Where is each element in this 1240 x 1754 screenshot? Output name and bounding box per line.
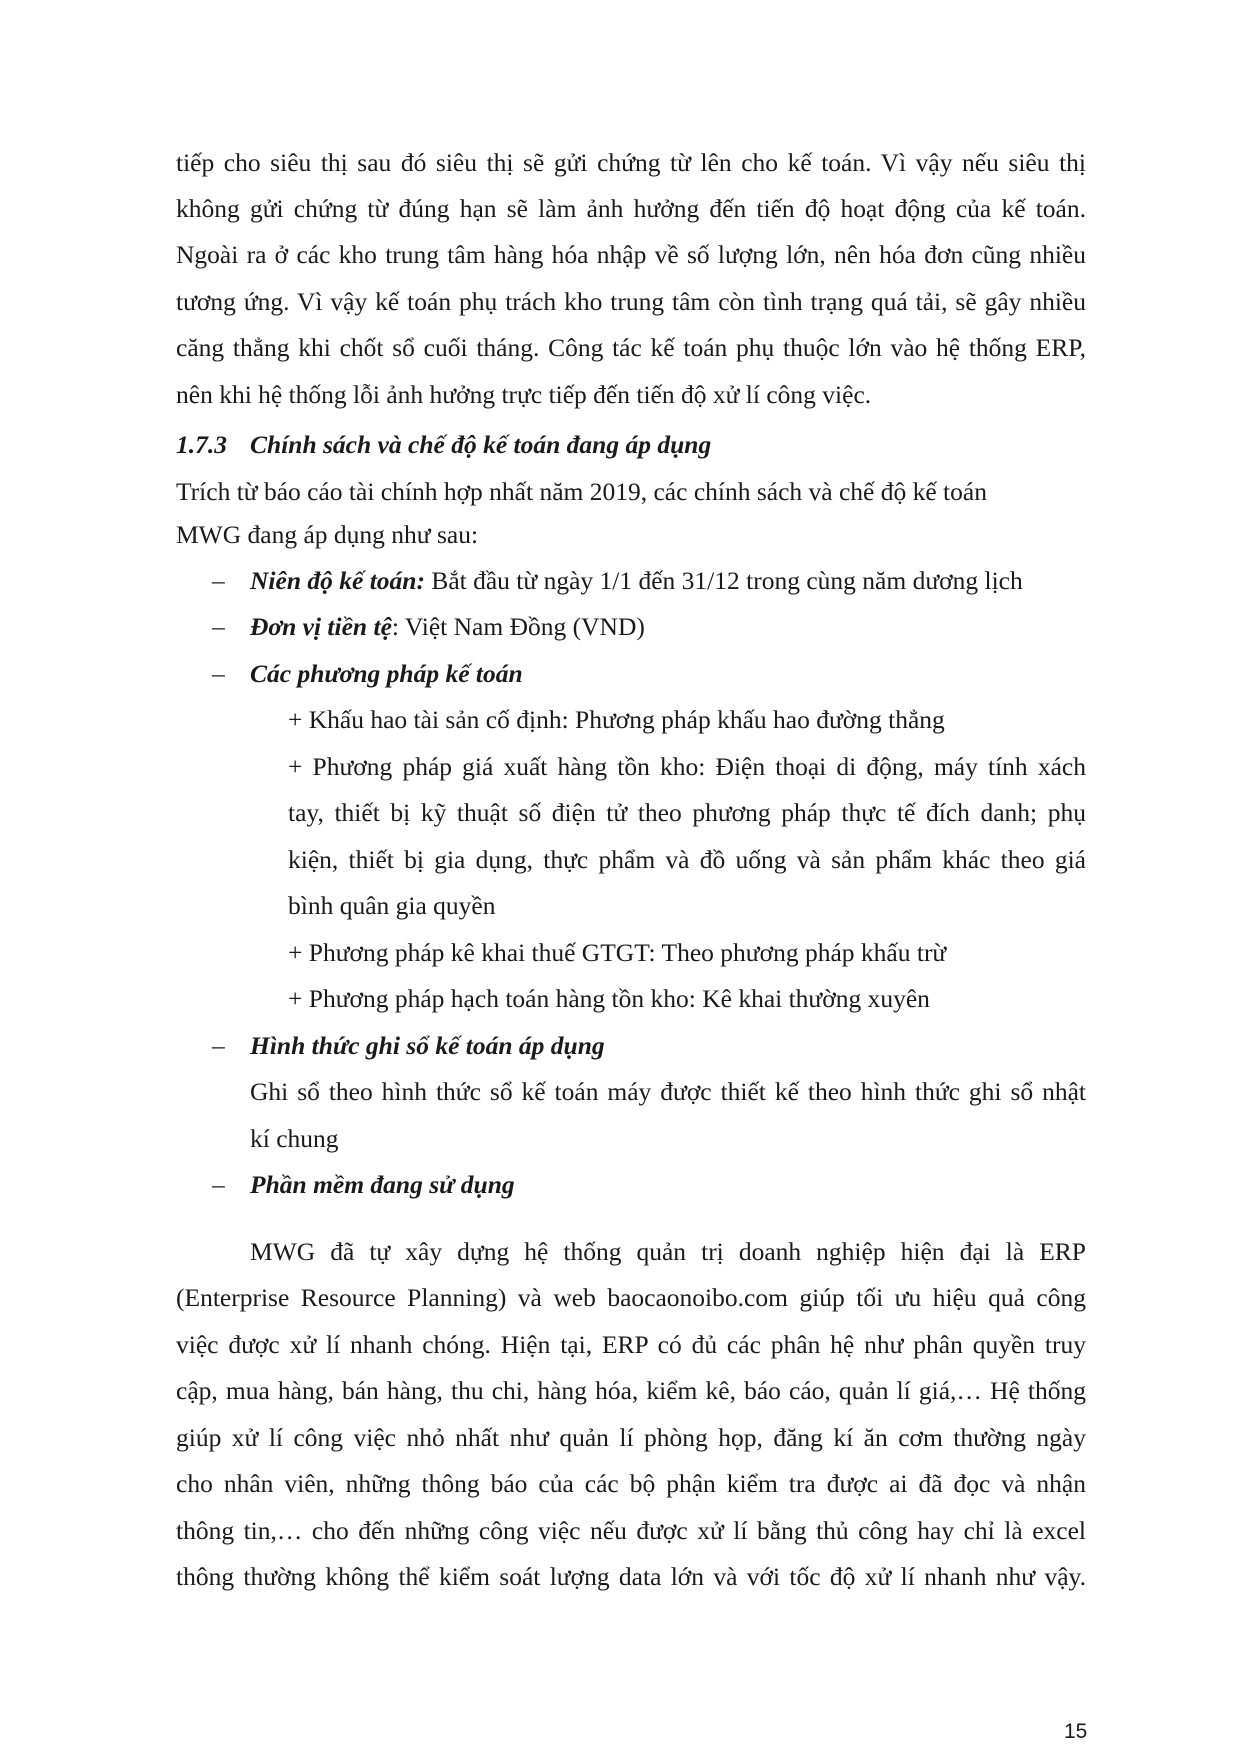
bullet-hinh-thuc-text: Ghi sổ theo hình thức sổ kế toán máy được thiết kế theo hình thức ghi sổ nhật — [250, 1077, 1086, 1106]
paragraph-line: nên khi hệ thống lỗi ảnh hưởng trực tiếp đến tiến độ xử lí công việc. — [176, 380, 872, 409]
bullet-dash: – — [212, 612, 225, 641]
method-item: + Phương pháp hạch toán hàng tồn kho: Kê khai thường xuyên — [288, 984, 930, 1013]
bullet-dash: – — [212, 1031, 225, 1060]
paragraph-line: tương ứng. Vì vậy kế toán phụ trách kho trung tâm còn tình trạng quá tải, sẽ gây nhiều — [176, 287, 1086, 316]
method-item-continued: tay, thiết bị kỹ thuật số điện tử theo phương pháp thực tế đích danh; phụ — [288, 798, 1086, 827]
paragraph-line: cập, mua hàng, bán hàng, thu chi, hàng hóa, kiểm kê, báo cáo, quản lí giá,… Hệ thống — [176, 1376, 1086, 1405]
method-item: + Phương pháp kê khai thuế GTGT: Theo phương pháp khấu trừ — [288, 938, 947, 967]
section-title: Chính sách và chế độ kế toán đang áp dụng — [250, 430, 712, 459]
section-number: 1.7.3 — [176, 430, 227, 459]
paragraph-line: giúp xử lí công việc nhỏ nhất như quản lí phòng họp, đăng kí ăn cơm thường ngày — [176, 1423, 1086, 1452]
paragraph-line: thông thường không thể kiểm soát lượng data lớn và với tốc độ xử lí nhanh như vậy. — [176, 1562, 1086, 1591]
method-item-continued: bình quân gia quyền — [288, 891, 496, 920]
bullet-phan-mem-label: Phần mềm đang sử dụng — [250, 1170, 515, 1199]
paragraph-line: MWG đã tự xây dựng hệ thống quản trị doanh nghiệp hiện đại là ERP — [250, 1237, 1086, 1266]
paragraph-line: tiếp cho siêu thị sau đó siêu thị sẽ gửi chứng từ lên cho kế toán. Vì vậy nếu siêu thị — [176, 148, 1086, 177]
bullet-hinh-thuc-text: kí chung — [250, 1124, 339, 1153]
paragraph-line: căng thẳng khi chốt sổ cuối tháng. Công tác kế toán phụ thuộc lớn vào hệ thống ERP, — [176, 333, 1086, 362]
bullet-hinh-thuc-label: Hình thức ghi sổ kế toán áp dụng — [250, 1031, 605, 1060]
method-item: + Phương pháp giá xuất hàng tồn kho: Điện thoại di động, máy tính xách — [288, 752, 1086, 781]
bullet-nien-do — [250, 566, 1023, 596]
bullet-dash: – — [212, 659, 225, 688]
section-heading — [176, 430, 711, 460]
bullet-label: Đơn vị tiền tệ — [250, 612, 392, 641]
intro-line: Trích từ báo cáo tài chính hợp nhất năm 2019, các chính sách và chế độ kế toán — [176, 477, 987, 506]
method-item-continued: kiện, thiết bị gia dụng, thực phẩm và đồ uống và sản phẩm khác theo giá — [288, 845, 1086, 874]
paragraph-line: Ngoài ra ở các kho trung tâm hàng hóa nhập về số lượng lớn, nên hóa đơn cũng nhiều — [176, 240, 1086, 269]
paragraph-line: cho nhân viên, những thông báo của các bộ phận kiểm tra được ai đã đọc và nhận — [176, 1469, 1086, 1498]
bullet-text: : Việt Nam Đồng (VND) — [391, 612, 645, 641]
paragraph-line: (Enterprise Resource Planning) và web baocaonoibo.com giúp tối ưu hiệu quả công — [176, 1283, 1086, 1312]
paragraph-line: việc được xử lí nhanh chóng. Hiện tại, ERP có đủ các phân hệ như phân quyền truy — [176, 1330, 1086, 1359]
bullet-phuong-phap-label: Các phương pháp kế toán — [250, 659, 523, 688]
page-number: 15 — [1064, 1720, 1088, 1743]
bullet-don-vi — [250, 612, 645, 642]
bullet-dash: – — [212, 1170, 225, 1199]
bullet-text: Bắt đầu từ ngày 1/1 đến 31/12 trong cùng năm dương lịch — [424, 566, 1023, 595]
intro-line: MWG đang áp dụng như sau: — [176, 520, 479, 549]
method-item: + Khấu hao tài sản cố định: Phương pháp khấu hao đường thẳng — [288, 705, 945, 734]
bullet-label: Niên độ kế toán: — [250, 566, 425, 595]
paragraph-line: thông tin,… cho đến những công việc nếu được xử lí bằng thủ công hay chỉ là excel — [176, 1516, 1086, 1545]
paragraph-line: không gửi chứng từ đúng hạn sẽ làm ảnh hưởng đến tiến độ hoạt động của kế toán. — [176, 194, 1086, 223]
bullet-dash: – — [212, 566, 225, 595]
